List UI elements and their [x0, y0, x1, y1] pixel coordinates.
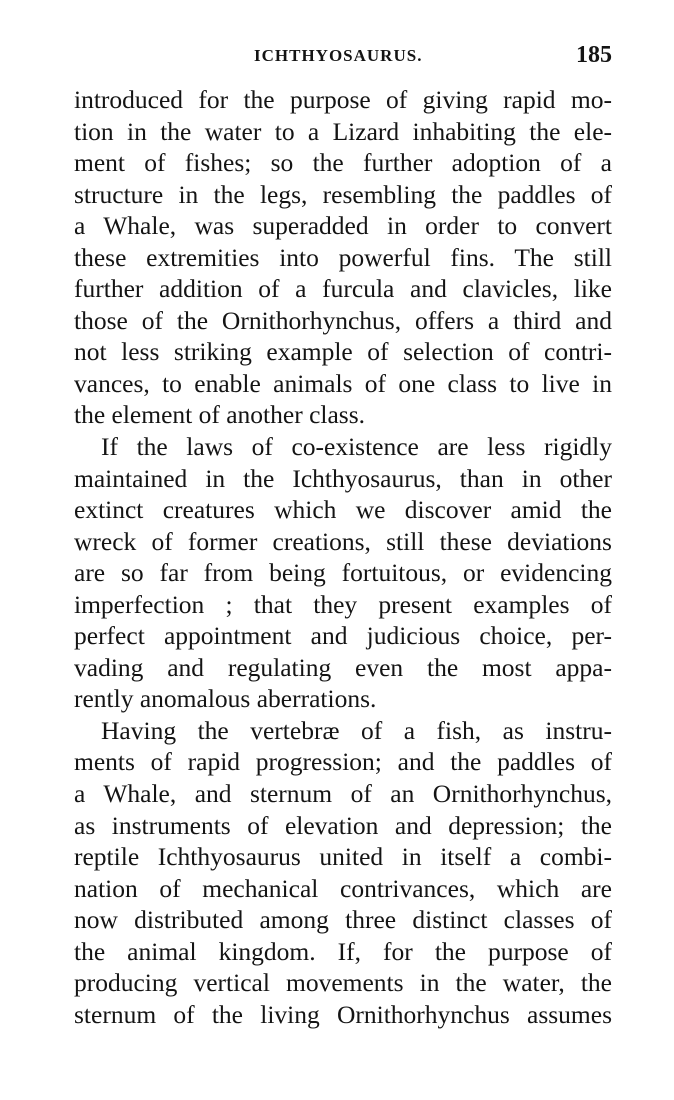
text-line: introduced for the purpose of giving rapid mo- [74, 85, 612, 114]
text-line: these extremities into powerful fins. The still [74, 242, 612, 272]
text-line: rently anomalous aberrations. [74, 684, 377, 714]
text-line: extinct creatures which we discover amid the [74, 495, 612, 525]
text-line: further addition of a furcula and clavicles, like [74, 274, 612, 304]
text-line: ment of fishes; so the further adoption of a [74, 148, 612, 178]
text-line: those of the Ornithorhynchus, offers a third and [74, 305, 612, 335]
text-line: nation of mechanical contrivances, which are [74, 873, 612, 903]
text-line: producing vertical movements in the water, the [74, 968, 612, 998]
text-line: vances, to enable animals of one class to live in [74, 368, 612, 398]
text-line: the element of another class. [74, 400, 366, 430]
text-line: now distributed among three distinct classes of [74, 905, 612, 935]
text-line: sternum of the living Ornithorhynchus assumes [74, 999, 612, 1029]
text-line: not less striking example of selection of contri- [74, 337, 612, 367]
text-line: vading and regulating even the most appa- [74, 652, 612, 682]
text-line: imperfection ; that they present examples of [74, 589, 612, 619]
text-line: Having the vertebræ of a fish, as instru- [101, 715, 612, 745]
body-text [74, 84, 612, 1030]
text-line: the animal kingdom. If, for the purpose of [74, 936, 612, 966]
text-line: as instruments of elevation and depression; the [74, 810, 612, 840]
text-line: structure in the legs, resembling the paddles of [74, 179, 612, 209]
page-number: 185 [576, 42, 612, 68]
running-head: ICHTHYOSAURUS. [254, 46, 423, 65]
text-line: tion in the water to a Lizard inhabiting the ele- [74, 116, 612, 146]
text-line: wreck of former creations, still these deviations [74, 526, 612, 556]
text-line: a Whale, and sternum of an Ornithorhynchus, [74, 779, 612, 809]
text-line: reptile Ichthyosaurus united in itself a combi- [74, 842, 612, 872]
text-line: perfect appointment and judicious choice, per- [74, 621, 612, 651]
text-line: ments of rapid progression; and the paddles of [74, 747, 612, 777]
page-header [74, 42, 612, 76]
text-line: a Whale, was superadded in order to convert [74, 211, 612, 241]
text-line: are so far from being fortuitous, or evidencing [74, 558, 612, 588]
text-line: maintained in the Ichthyosaurus, than in other [74, 463, 612, 493]
text-line: If the laws of co-existence are less rigidly [101, 432, 612, 462]
